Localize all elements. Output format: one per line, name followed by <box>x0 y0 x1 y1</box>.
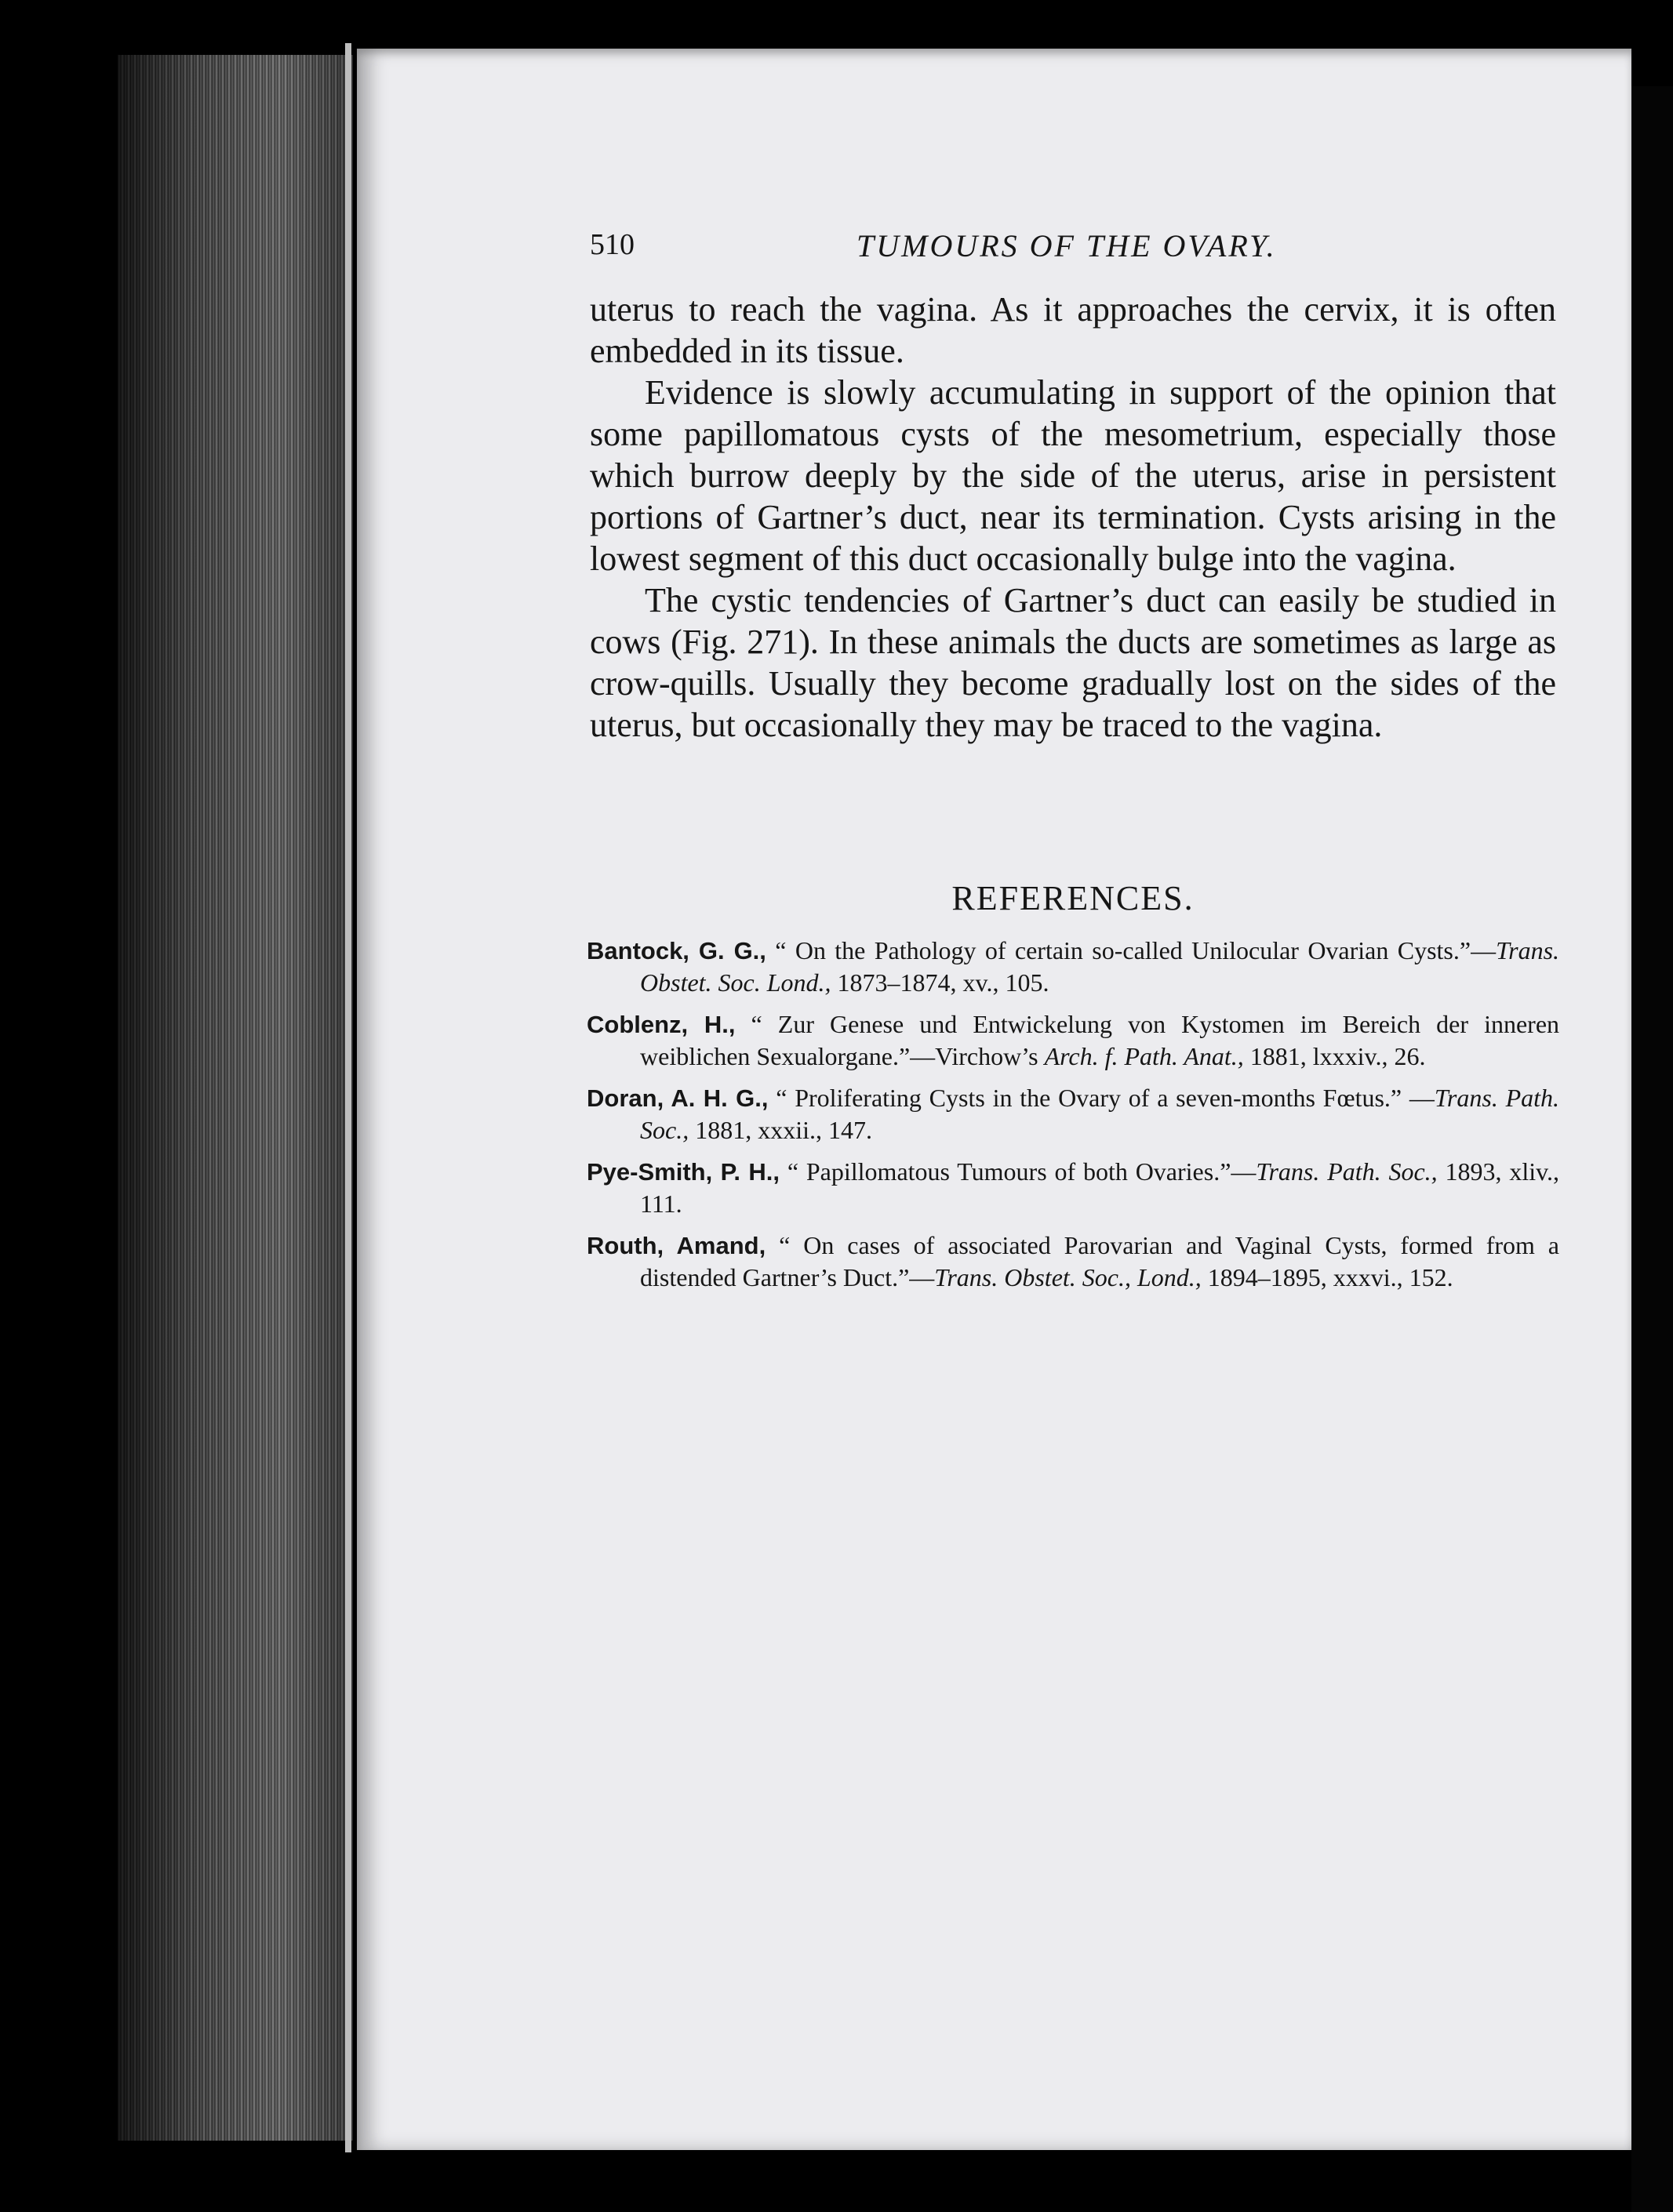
reference-details: 1894–1895, xxxvi., 152. <box>1201 1263 1453 1291</box>
reference-source: Trans. Obstet. Soc., Lond., <box>934 1263 1202 1291</box>
reference-source: Trans. Path. Soc., <box>1256 1157 1438 1186</box>
reference-author: Coblenz, H., <box>587 1011 736 1038</box>
reference-author: Routh, Amand, <box>587 1232 766 1259</box>
book-page-edges <box>118 55 353 2141</box>
reference-item <box>587 1082 1559 1146</box>
reference-item <box>587 1008 1559 1073</box>
scan-right-margin <box>1631 86 1673 2212</box>
reference-title: “ Zur Genese und Entwickelung von Kystomen im Bereich der inneren weiblichen Sexualorgane.”—Virchow’s <box>640 1010 1560 1070</box>
page-number: 510 <box>590 228 635 261</box>
paragraph-continuation: uterus to reach the vagina. As it approaches the cervix, it is often embedded in its tissue. <box>590 290 1556 370</box>
reference-author: Pye-Smith, P. H., <box>587 1158 780 1186</box>
paragraph-evidence: Evidence is slowly accumulating in support of the opinion that some papillomatous cysts of the mesometrium, especially those which burrow deeply by the side of the uterus, arise in persistent portions of Gartner’s duct, near its termination. Cysts arising in the lowest segment of this duct occasionally bulge into the vagina. <box>590 373 1556 578</box>
page-header <box>590 227 1562 274</box>
references-heading: REFERENCES. <box>951 879 1195 917</box>
reference-details: 1873–1874, xv., 105. <box>831 968 1049 997</box>
reference-item <box>587 1156 1559 1220</box>
reference-details: 1881, lxxxiv., 26. <box>1243 1042 1426 1070</box>
reference-author: Bantock, G. G., <box>587 937 766 964</box>
reference-item <box>587 1229 1559 1294</box>
paragraph-cystic-tendencies: The cystic tendencies of Gartner’s duct can easily be studied in cows (Fig. 271). In these animals the ducts are sometimes as large as crow-quills. Usually they become gradually lost on the sides of the uterus, but occasionally they may be traced to the vagina. <box>590 581 1556 744</box>
running-head: TUMOURS OF THE OVARY. <box>857 228 1277 263</box>
references-list <box>587 935 1559 1303</box>
reference-author: Doran, A. H. G., <box>587 1084 769 1112</box>
reference-title: “ On cases of associated Parovarian and Vaginal Cysts, formed from a distended Gartner’s Duct.”— <box>640 1231 1560 1291</box>
reference-title: “ Papillomatous Tumours of both Ovaries.”— <box>787 1157 1257 1186</box>
reference-source: Trans. Path. Soc., <box>640 1084 1560 1144</box>
reference-title: “ Proliferating Cysts in the Ovary of a seven-months Fœtus.” — <box>776 1084 1435 1112</box>
reference-source: Trans. Obstet. Soc. Lond., <box>640 936 1560 997</box>
page-gutter-edge <box>345 43 351 2152</box>
reference-details: 1893, xliv., 111. <box>640 1157 1560 1218</box>
body-text <box>590 289 1556 746</box>
reference-item <box>587 935 1559 999</box>
reference-source: Arch. f. Path. Anat., <box>1044 1042 1244 1070</box>
reference-title: “ On the Pathology of certain so-called Unilocular Ovarian Cysts.”— <box>775 936 1497 964</box>
reference-details: 1881, xxxii., 147. <box>689 1116 872 1144</box>
